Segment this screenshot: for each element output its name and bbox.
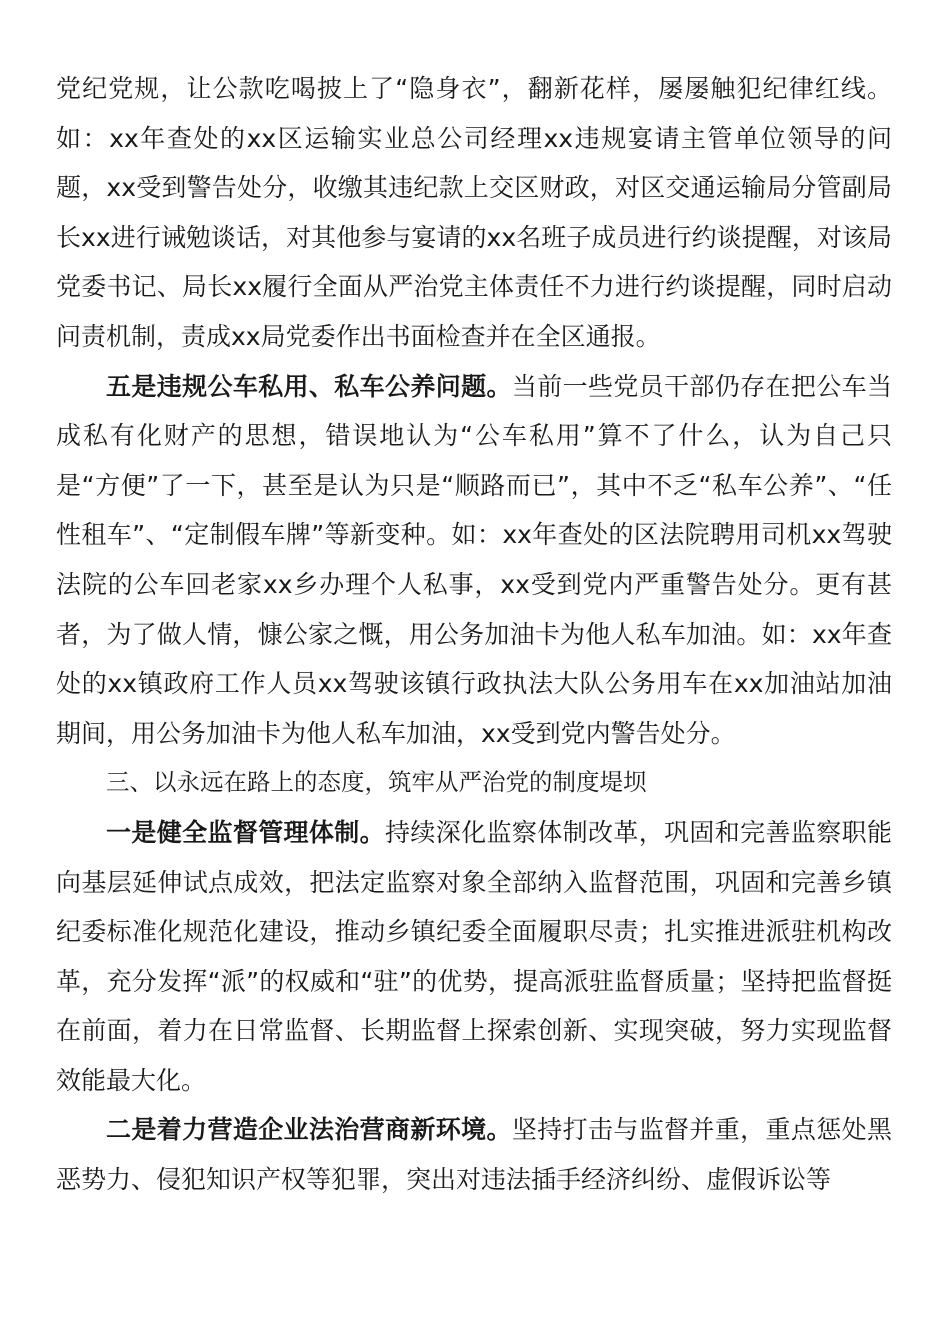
paragraph-one (56, 808, 892, 1106)
document-body (56, 64, 892, 1205)
paragraph-text: 当前一些党员干部仍存在把公车当成私有化财产的思想，错误地认为“公车私用”算不了什么，认为自己只是“方便”了一下，甚至是认为只是“顺路而已”，其中不乏“私车公养”、“任性租车”、“定制假车牌”等新变种。如：xx年查处的区法院聘用司机xx驾驶法院的公车回老家xx乡办理个人私事，xx受到党内严重警告处分。更有甚者，为了做人情，慷公家之慨，用公务加油卡为他人私车加油。如：xx年查处的xx镇政府工作人员xx驾驶该镇行政执法大队公务用车在xx加油站加油期间，用公务加油卡为他人私车加油，xx受到党内警告处分。 (56, 371, 892, 748)
paragraph-lead-heading: 一是健全监督管理体制。 (106, 817, 386, 847)
section-heading: 三、以永远在路上的态度，筑牢从严治党的制度堤坝 (106, 768, 647, 797)
paragraph-lead-heading: 五是违规公车私用、私车公养问题。 (106, 371, 512, 401)
paragraph-five (56, 362, 892, 759)
paragraph-continuation: 党纪党规，让公款吃喝披上了“隐身衣”，翻新花样，屡屡触犯纪律红线。如：xx年查处的xx区运输实业总公司经理xx违规宴请主管单位领导的问题，xx受到警告处分，收缴其违纪款上交区财政，对区交通运输局分管副局长xx进行诫勉谈话，对其他参与宴请的xx名班子成员进行约谈提醒，对该局党委书记、局长xx履行全面从严治党主体责任不力进行约谈提醒，同时启动问责机制，责成xx局党委作出书面检查并在全区通报。 (56, 74, 892, 351)
paragraph-text: 持续深化监察体制改革，巩固和完善监察职能向基层延伸试点成效，把法定监察对象全部纳入监督范围，巩固和完善乡镇纪委标准化规范化建设，推动乡镇纪委全面履职尽责；扎实推进派驻机构改革，充分发挥“派”的权威和“驻”的优势，提高派驻监督质量；坚持把监督挺在前面，着力在日常监督、长期监督上探索创新、实现突破，努力实现监督效能最大化。 (56, 817, 892, 1095)
paragraph-two (56, 1105, 892, 1204)
paragraph-text: 坚持打击与监督并重，重点惩处黑恶势力、侵犯知识产权等犯罪，突出对违法插手经济纠纷、虚假诉讼等 (56, 1115, 892, 1195)
paragraph-lead-heading: 二是着力营造企业法治营商新环境。 (106, 1115, 512, 1145)
